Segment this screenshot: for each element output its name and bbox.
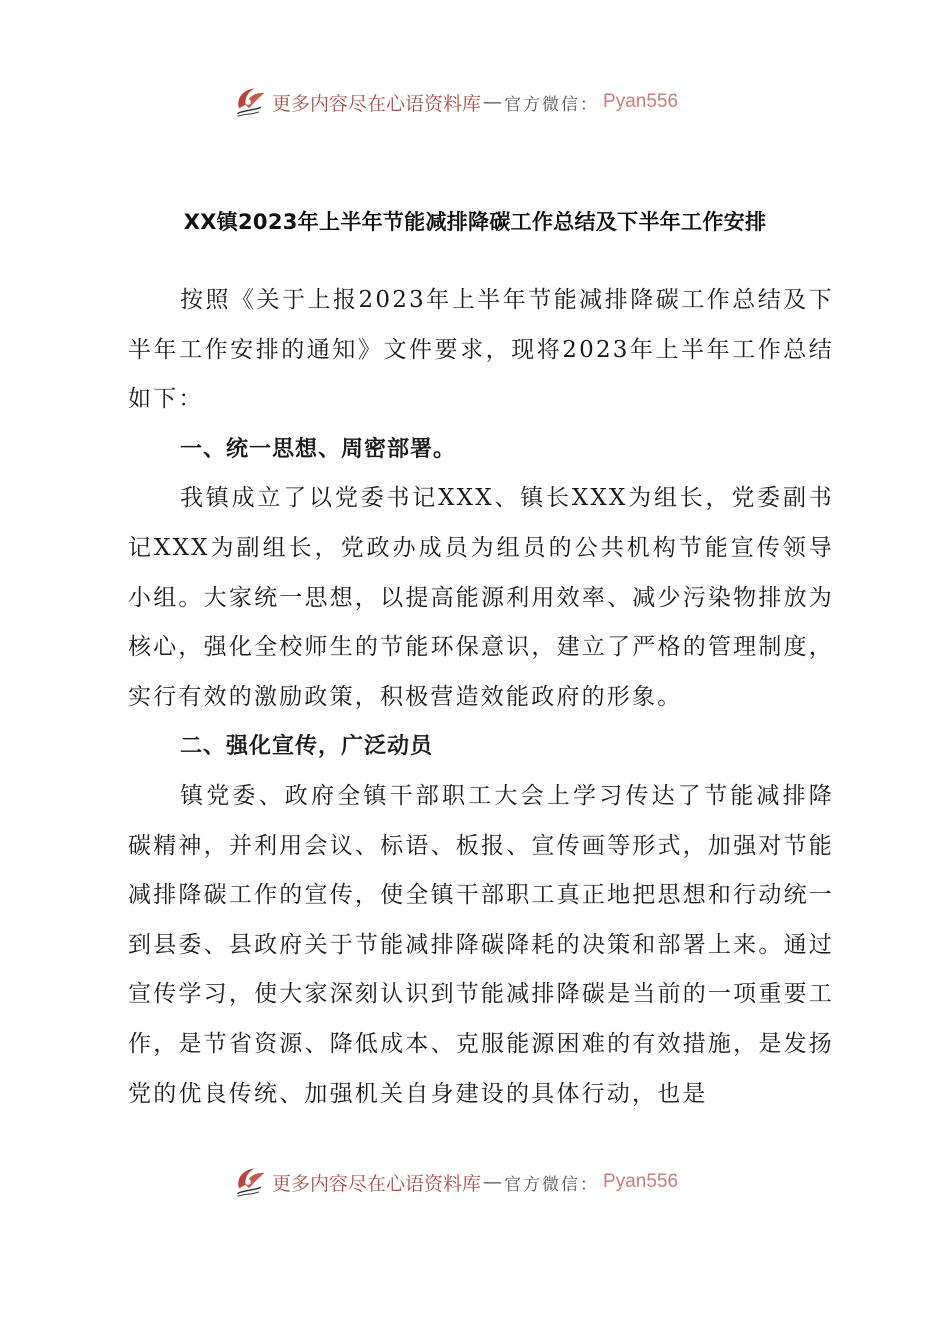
header-watermark: [232, 82, 678, 122]
wechat-label: 官方微信：: [504, 94, 600, 115]
wechat-id: Pyan556: [603, 1171, 679, 1192]
fountain-pen-logo-icon: [232, 84, 268, 120]
section-heading-2: 二、强化宣传，广泛动员: [180, 734, 434, 760]
separator: —: [483, 1171, 503, 1193]
intro-paragraph: 按照《关于上报2023年上半年节能减排降碳工作总结及下半年工作安排的通知》文件要求，现将2023年上半年工作总结如下：: [128, 287, 834, 413]
promo-text: 更多内容尽在心语资料库: [272, 92, 482, 115]
promo-text: 更多内容尽在心语资料库: [272, 1172, 482, 1195]
wechat-label: 官方微信：: [504, 1174, 600, 1195]
fountain-pen-logo-icon: [232, 1164, 268, 1200]
section-heading-1: 一、统一思想、周密部署。: [180, 436, 457, 462]
separator: —: [483, 91, 503, 113]
document-body: [128, 276, 834, 1119]
wechat-id: Pyan556: [603, 91, 679, 112]
section-body-2: 镇党委、政府全镇干部职工大会上学习传达了节能减排降碳精神，并利用会议、标语、板报、宣传画等形式，加强对节能减排降碳工作的宣传，使全镇干部职工真正地把思想和行动统一到县委、县政府关于节能减排降碳降耗的决策和部署上来。通过宣传学习，使大家深刻认识到节能减排降碳是当前的一项重要工作，是节省资源、降低成本、克服能源困难的有效措施，是发扬党的优良传统、加强机关自身建设的具体行动，也是: [128, 782, 834, 1107]
section-body-1: 我镇成立了以党委书记XXX、镇长XXX为组长，党委副书记XXX为副组长，党政办成员为组员的公共机构节能宣传领导小组。大家统一思想，以提高能源利用效率、减少污染物排放为核心，强化全校师生的节能环保意识，建立了严格的管理制度，实行有效的激励政策，积极营造效能政府的形象。: [128, 485, 834, 710]
footer-watermark: [232, 1162, 678, 1202]
document-title: XX镇2023年上半年节能减排降碳工作总结及下半年工作安排: [183, 210, 767, 234]
